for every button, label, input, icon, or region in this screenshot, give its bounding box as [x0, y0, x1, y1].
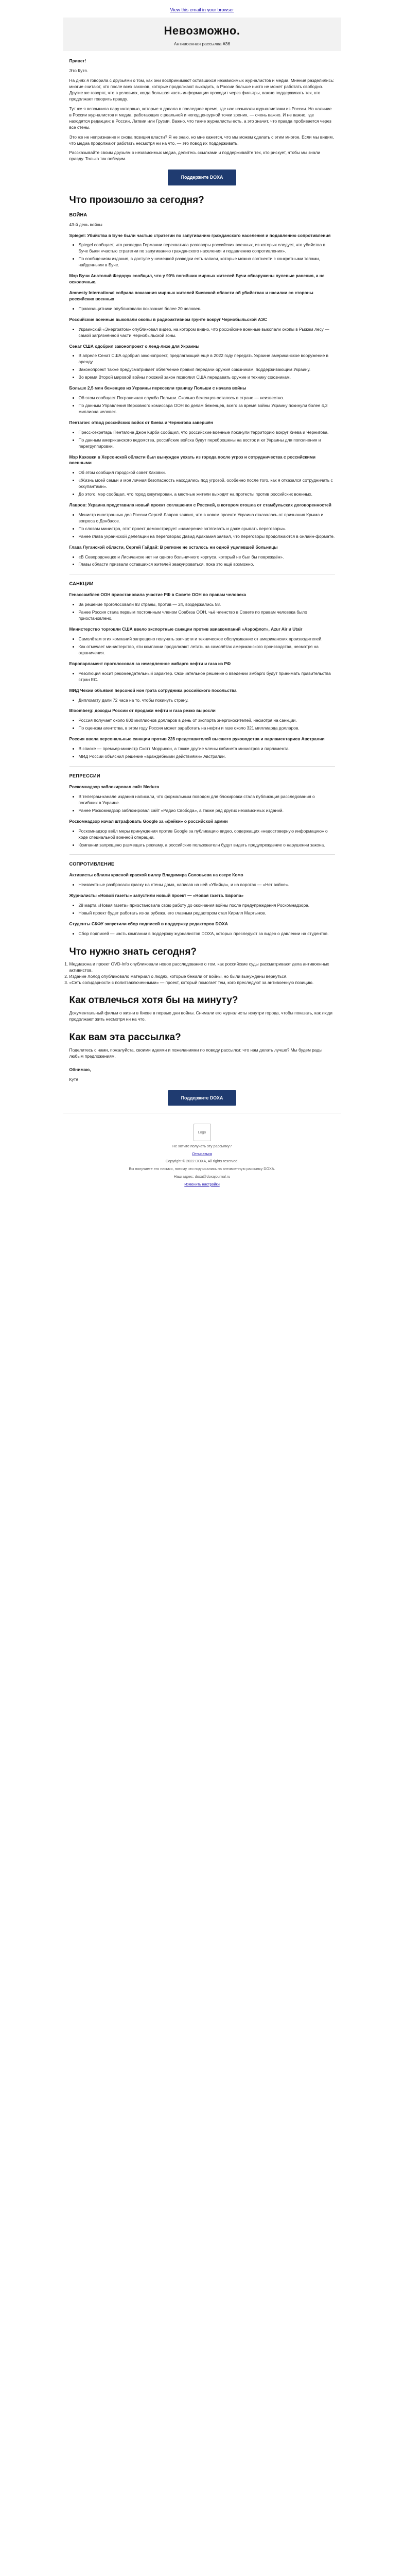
- need-item: 3. «Сеть солидарности с политзаключенными» — проект, который помогает тем, кого преследуют за антивоенную позицию.: [69, 980, 335, 986]
- news-bullet: • До этого, мэр сообщал, что город оккупирован, а местные жители выходят на протесты против российских военных.: [79, 492, 335, 498]
- news-item-bullets: [69, 718, 335, 732]
- news-item-bullets: [69, 602, 335, 622]
- news-bullet: • Роскомнадзор ввёл меры принуждения против Google за публикацию видео, содержащих «недостоверную информацию» о ходе специальной военной операции.: [79, 828, 335, 841]
- news-item-bullets: [69, 470, 335, 498]
- news-item: [69, 545, 335, 568]
- news-item: [69, 688, 335, 704]
- news-item-title: Больше 2,5 млн беженцев из Украины пересекли границу Польши с начала войны: [69, 385, 247, 391]
- signature: Кутя: [69, 1076, 78, 1082]
- news-bullet: • Компании запрещено размещать рекламу, а российские пользователи будут видеть предупреждение о нарушении закона.: [79, 842, 335, 849]
- section-feedback-title: Как вам эта рассылка?: [69, 1032, 181, 1043]
- sanctions-label: САНКЦИИ: [69, 581, 94, 587]
- unsubscribe-link[interactable]: Отписаться: [192, 1151, 212, 1156]
- news-item: [69, 317, 335, 339]
- news-item: [69, 708, 335, 732]
- news-bullet: • Неизвестные разбросали краску на стены дома, написав на ней «Убийца», и на воротах — «Нет войне».: [79, 882, 335, 888]
- news-bullet: • Резолюция носит рекомендательный характер. Окончательное решение о введении эмбарго будут принимать правительства стран ЕС.: [79, 671, 335, 683]
- divider: [69, 766, 335, 767]
- news-bullet: • Во время Второй мировой войны похожий закон позволил США передавать оружие и технику союзникам.: [79, 375, 335, 381]
- newsletter-title: Невозможно.: [164, 24, 240, 37]
- support-doxa-button[interactable]: Поддержите DOXA: [168, 170, 237, 185]
- greeting: Привет!: [69, 58, 86, 64]
- news-item-title: Bloomberg: доходы России от продажи нефти и газа резко выросли: [69, 708, 216, 714]
- news-item-bullets: [69, 242, 335, 268]
- news-item-bullets: [69, 512, 335, 540]
- need-item: 2. Издание Холод опубликовало материал о людях, которые бежали от войны, но были вынуждены вернуться.: [69, 974, 335, 980]
- email-container: [63, 18, 341, 1210]
- intro-paragraph: Тут же я вспомнила пару интервью, которые я давала в последнее время, где нас называли журналистами из России. Но наличие в России журналистов и медиа, работающих с реальной и неподцензурной точки зрения, — очень важно. И не важно, где находятся редакции: в России, Латвии или Грузии. Важно, что такие журналисты есть, а это значит, что правда пробивается через все стены.: [69, 106, 332, 130]
- news-bullet: • «В Северодонецке и Лисичанске нет ни одного больничного корпуса, который не был бы повреждён».: [79, 554, 335, 561]
- news-item: [69, 784, 335, 814]
- resistance-list: [69, 872, 335, 937]
- intro-paragraph: Это же не непризнание и снова позиция власти? Я не знаю, но мне кажется, что мы можем сделать с этим многое. Если мы видим, что медиа продолжают работать несмотря ни на что, — это повод их поддерживать.: [69, 134, 334, 146]
- news-item: [69, 420, 335, 450]
- news-bullet: • В апреле Сенат США одобрил законопроект, предлагающий ещё в 2022 году передать Украине американское вооружение в аренду.: [79, 353, 335, 365]
- footer-reason: Вы получаете это письмо, потому что подписались на антивоенную рассылку DOXA.: [129, 1166, 275, 1172]
- news-item-title: Студенты СКФУ запустили сбор подписей в поддержку редакторов DOXA: [69, 921, 228, 927]
- news-item-bullets: [69, 794, 335, 814]
- news-item-title: Роскомнадзор заблокировал сайт Meduza: [69, 784, 160, 790]
- news-item-bullets: [69, 828, 335, 849]
- news-item-title: Глава Луганской области, Сергей Гайдай: В регионе не осталось ни одной уцелевшей больницы: [69, 544, 278, 550]
- sanctions-list: [69, 592, 335, 760]
- news-item-bullets: [69, 395, 335, 415]
- view-in-browser-link[interactable]: View this email in your browser: [170, 7, 234, 12]
- news-bullet: • Об этом сообщает Пограничная служба Польши. Сколько беженцев осталось в стране — неизвестно.: [79, 395, 335, 401]
- news-item-bullets: [69, 430, 335, 450]
- news-item: [69, 233, 335, 269]
- news-bullet: • По данным Управления Верховного комиссара ООН по делам беженцев, всего за время войны Украину покинули более 4,3 миллиона человек.: [79, 403, 335, 415]
- news-bullet: • «Жизнь моей семьи и моя личная безопасность находились под угрозой, особенно после того, как я отказался сотрудничать с оккупантами».: [79, 478, 335, 490]
- news-bullet: • По оценкам агентства, в этом году Россия может заработать на нефти и газе около 321 миллиарда долларов.: [79, 725, 335, 732]
- masthead: [63, 18, 341, 51]
- news-item-bullets: [69, 903, 335, 917]
- news-item: [69, 502, 335, 540]
- news-item-title: Мэр Бучи Анатолий Федорук сообщил, что у 90% погибших мирных жителей Бучи обнаружены пулевые ранения, а не осколочные.: [69, 273, 325, 285]
- news-item: [69, 592, 335, 622]
- news-item-bullets: [69, 636, 335, 656]
- feedback-text: Поделитесь с нами, пожалуйста, своими идеями и пожеланиями по поводу рассылки: что нам делать лучше? Мы будем рады любым предложениям.: [69, 1047, 323, 1059]
- news-item-bullets: [69, 554, 335, 568]
- news-item-bullets: [69, 671, 335, 683]
- news-item: [69, 921, 335, 937]
- news-item-bullets: [69, 306, 335, 312]
- news-bullet: • Главы области призвали оставшихся жителей эвакуироваться, пока это ещё возможно.: [79, 562, 335, 568]
- news-bullet: • Правозащитники опубликовали показания более 20 человек.: [79, 306, 335, 312]
- news-item-title: Европарламент проголосовал за немедленное эмбарго нефти и газа из РФ: [69, 660, 231, 666]
- author-intro: Это Кутя.: [69, 68, 89, 74]
- news-item-bullets: [69, 698, 335, 704]
- issue-number: Антивоенная рассылка #36: [173, 41, 231, 47]
- news-item-title: Сенат США одобрил законопроект о ленд-лизе для Украины: [69, 343, 200, 349]
- topbar: [0, 0, 404, 18]
- news-item: [69, 454, 335, 498]
- support-doxa-button-bottom[interactable]: Поддержите DOXA: [168, 1090, 237, 1106]
- news-item-title: Роскомнадзор начал штрафовать Google за «фейки» о российской армии: [69, 818, 228, 824]
- update-preferences-link[interactable]: Изменить настройки: [184, 1181, 220, 1187]
- footer: [63, 1124, 341, 1210]
- news-bullet: • Ранее глава украинской делегации на переговорах Давид Арахамия заявил, что переговоры продолжаются в онлайн-формате.: [79, 534, 335, 540]
- news-item-bullets: [69, 327, 335, 339]
- news-item: [69, 661, 335, 683]
- news-item: [69, 344, 335, 381]
- news-bullet: • Об этом сообщил городской совет Каховки.: [79, 470, 335, 476]
- news-bullet: • В телеграм-канале издания написали, что формальным поводом для блокировки стала публикация расследования о погибших в Украине.: [79, 794, 335, 806]
- news-item-bullets: [69, 746, 335, 760]
- news-item-title: Мэр Каховки в Херсонской области был вынужден уехать из города после угроз и сотрудничества с российскими военными: [69, 454, 316, 466]
- news-bullet: • 28 марта «Новая газета» приостановила свою работу до окончания войны после предупреждения Роскомнадзора.: [79, 903, 335, 909]
- news-item-title: Spiegel: Убийства в Буче были частью стратегии по запугиванию гражданского населения и подавлению сопротивления: [69, 232, 331, 238]
- news-item-title: Лавров: Украина представила новый проект соглашения с Россией, в котором отошла от стамбульских договоренностей: [69, 502, 331, 508]
- news-bullet: • Сбор подписей — часть кампании в поддержку журналистов DOXA, которых преследуют за видео о давлении на студентов.: [79, 931, 335, 937]
- news-item-bullets: [69, 931, 335, 937]
- news-item-bullets: [69, 882, 335, 888]
- news-bullet: • За решение проголосовали 93 страны, против — 24, воздержались 58.: [79, 602, 335, 608]
- need-list: [69, 961, 335, 986]
- news-item-title: МИД Чехии объявил персоной нон грата сотрудника российского посольства: [69, 687, 237, 693]
- news-item: [69, 626, 335, 656]
- news-item-title: Министерство торговли США ввело экспортные санкции против авиакомпаний «Аэрофлот», Azur Air и Utair: [69, 626, 303, 632]
- intro-paragraph: Рассказывайте своим друзьям о независимых медиа, делитесь ссылками и поддерживайте тех, кто рискует, чтобы мы знали правду. Только так победим.: [69, 150, 320, 162]
- footer-question: Не хотите получать эту рассылку?: [172, 1144, 232, 1149]
- war-day: 43-й день войны: [69, 222, 102, 227]
- news-bullet: • Как отмечает министерство, эти компании продолжают летать на самолётах американского производства, несмотря на ограничения.: [79, 644, 335, 656]
- news-bullet: • Самолётам этих компаний запрещено получать запчасти и техническое обслуживание от американских производителей.: [79, 636, 335, 642]
- news-bullet: • Россия получает около 800 миллионов долларов в день от экспорта энергоносителей, несмотря на санкции.: [79, 718, 335, 724]
- news-bullet: • По данным американского ведомства, российские войска будут переброшены на восток и юг Украины для пополнения и перегруппировки.: [79, 437, 335, 450]
- news-bullet: • Украинский «Энергоатом» опубликовал видео, на котором видно, что российские военные выкопали окопы в Рыжем лесу — самой загрязнённой части Чернобыльской зоны.: [79, 327, 335, 339]
- news-item-title: Генассамблея ООН приостановила участие РФ в Совете ООН по правам человека: [69, 592, 247, 598]
- news-bullet: • Министр иностранных дел России Сергей Лавров заявил, что в новом проекте Украина отказалась от признания Крыма и вопроса о Донбассе.: [79, 512, 335, 524]
- news-item-title: Пентагон: отвод российских войск от Киева и Чернигова завершён: [69, 419, 213, 425]
- news-item-title: Активисты облили красной краской виллу Владимира Соловьева на озере Комо: [69, 872, 243, 878]
- section-need-title: Что нужно знать сегодня?: [69, 946, 197, 957]
- resistance-label: СОПРОТИВЛЕНИЕ: [69, 861, 115, 867]
- section-distract-title: Как отвлечься хотя бы на минуту?: [69, 995, 238, 1006]
- divider: [69, 854, 335, 855]
- intro-paragraph: На днях я говорила с друзьями о том, как они воспринимают оставшихся независимых журналистов и медиа. Мнения разделились: многие считают, что после всех законов, которые продолжают выходить, в России больше никто не может работать свободно. Другие же говорят, что в условиях, когда большая часть информации проходит через фильтры, важно поддерживать тех, кто продолжает говорить правду.: [69, 78, 335, 101]
- news-bullet: • Ранее Россия стала первым постоянным членом Совбеза ООН, чьё членство в Совете по правам человека было приостановлено.: [79, 609, 335, 622]
- support-button-wrap-bottom: [69, 1090, 335, 1106]
- news-item-title: Amnesty International собрала показания мирных жителей Киевской области об убийствах и насилии со стороны российских военных: [69, 290, 313, 301]
- sign-off: Обнимаю,: [69, 1066, 91, 1072]
- news-item-title: Российские военные выкопали окопы в радиоактивном грунте вокруг Чернобыльской АЭС: [69, 316, 267, 322]
- news-item-title: Россия ввела персональные санкции против 228 представителей высшего руководства и парламентариев Австралии: [69, 736, 325, 742]
- footer-address: Наш адрес: doxa@doxajournal.ru: [173, 1174, 231, 1179]
- logo-image: Logo: [194, 1124, 211, 1141]
- news-item-title: Журналисты «Новой газеты» запустили новый проект — «Новая газета. Европа»: [69, 893, 244, 899]
- copyright: Copyright © 2022 DOXA, All rights reserved.: [165, 1159, 239, 1164]
- section-today-title: Что произошло за сегодня?: [69, 194, 204, 206]
- news-bullet: • Spiegel сообщает, что разведка Германии перехватила разговоры российских военных, из которых следует, что убийства в Буче были «частью стратегии по запугиванию гражданского населения и подавлению сопротивления».: [79, 242, 335, 255]
- news-item: [69, 290, 335, 312]
- news-item: [69, 736, 335, 760]
- news-list: [69, 233, 335, 568]
- need-item: 1. Медиазона и проект OVD-Info опубликовали новое расследование о том, как российские суды рассматривают дела антивоенных активистов.: [69, 961, 335, 974]
- news-item: [69, 893, 335, 917]
- support-button-wrap: [69, 170, 335, 185]
- repressions-label: РЕПРЕССИИ: [69, 773, 100, 778]
- news-bullet: • МИД России объяснил решение «враждебными действиями» Австралии.: [79, 754, 335, 760]
- news-item-bullets: [69, 353, 335, 381]
- news-bullet: • Дипломату дали 72 часа на то, чтобы покинуть страну.: [79, 698, 335, 704]
- news-bullet: • В списке — премьер-министр Скотт Моррисон, а также другие члены кабинета министров и парламента.: [79, 746, 335, 752]
- content: [63, 58, 341, 1106]
- news-bullet: • По сообщениям издания, в доступе у немецкой разведки есть записи, которые можно соотнести с конкретными телами, найденными в Буче.: [79, 256, 335, 268]
- distract-text: Документальный фильм о жизни в Киеве в первые дни войны. Снимали его журналисты изнутри города, чтобы показать, как люди продолжают жить несмотря ни на что.: [69, 1010, 332, 1022]
- news-bullet: • Ранее Роскомнадзор заблокировал сайт «Радио Свобода», а также ряд других независимых изданий.: [79, 808, 335, 814]
- news-bullet: • По словам министра, этот проект демонстрирует «намерение затягивать и даже срывать переговоры».: [79, 526, 335, 532]
- repressions-list: [69, 784, 335, 848]
- news-item: [69, 385, 335, 415]
- war-label: ВОЙНА: [69, 212, 87, 217]
- news-bullet: • Новый проект будет работать из-за рубежа, его главным редактором стал Кирилл Мартынов.: [79, 910, 335, 917]
- news-item: [69, 872, 335, 888]
- news-bullet: • Законопроект также предусматривает облегчение правил передачи оружия союзникам, поддерживающим Украину.: [79, 367, 335, 373]
- news-item: [69, 819, 335, 849]
- news-bullet: • Пресс-секретарь Пентагона Джон Кирби сообщил, что российские военные покинули территорию вокруг Киева и Чернигова.: [79, 430, 335, 436]
- news-item: [69, 273, 335, 285]
